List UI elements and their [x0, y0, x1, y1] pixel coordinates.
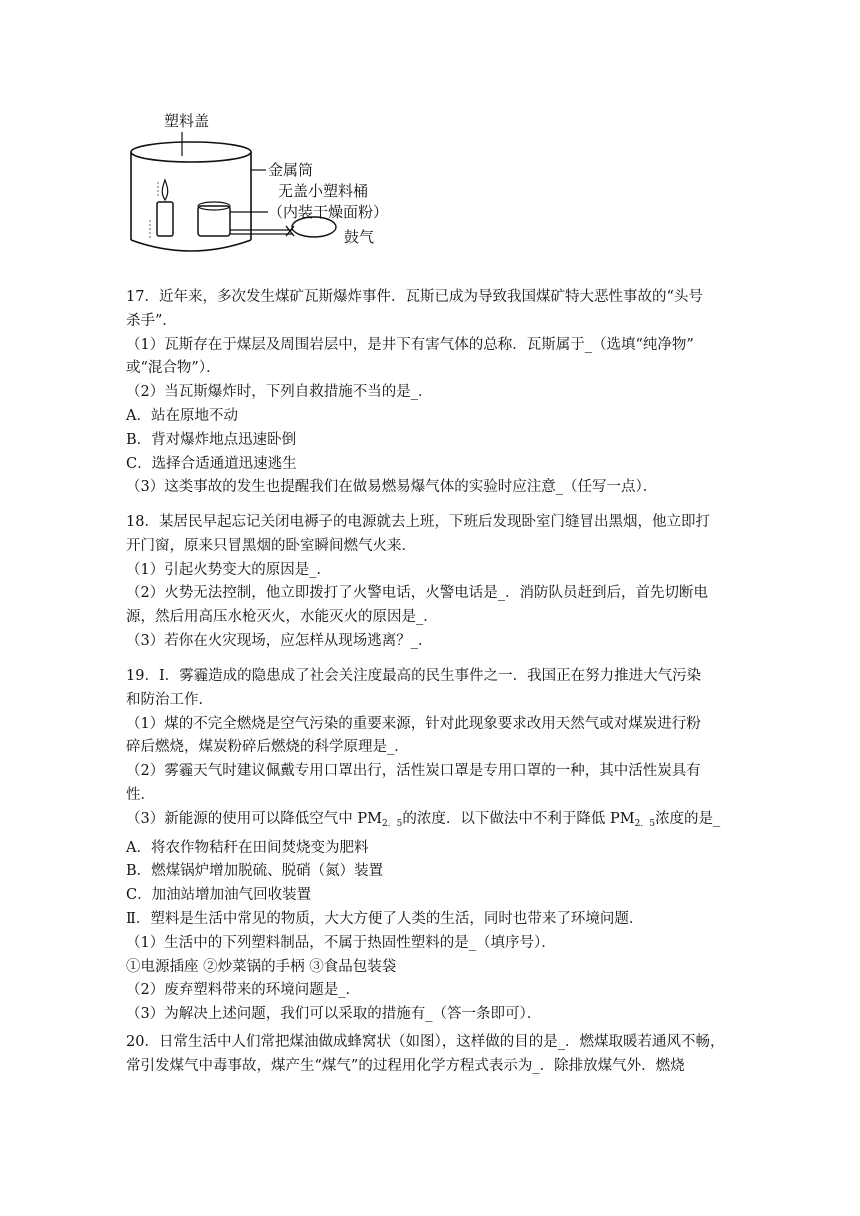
q17-option-b: B．背对爆炸地点迅速卧倒: [126, 431, 297, 448]
q17-option-c: C．选择合适通道迅速逃生: [126, 455, 297, 472]
can-top-rim: [131, 142, 251, 162]
q19-pm-text-b: 的浓度．以下做法中不利于降低 PM: [402, 810, 635, 827]
q17-line: 杀手”．: [126, 312, 177, 329]
dust-explosion-apparatus-figure: [118, 100, 418, 260]
q17-line: 或“混合物”）．: [126, 360, 221, 377]
q19-line-pm25: [126, 808, 738, 837]
question-19: [126, 665, 738, 1027]
q19-line: （2）雾霾天气时建议佩戴专用口罩出行，活性炭口罩是专用口罩的一种，其中活性炭具有: [126, 763, 701, 780]
q17-line: （2）当瓦斯爆炸时，下列自救措施不当的是_．: [126, 384, 433, 401]
q19-line: 19．Ⅰ．雾霾造成的隐患成了社会关注度最高的民生事件之一．我国正在努力推进大气污染: [126, 668, 702, 684]
q20-line: 常引发煤气中毒事故，煤产生“煤气”的过程用化学方程式表示为_．除排放煤气外．燃烧: [126, 1057, 685, 1074]
q19-line: （1）煤的不完全燃烧是空气污染的重要来源，针对此现象要求改用天然气或对煤炭进行粉: [126, 715, 701, 732]
label-blow: 鼓气: [344, 228, 375, 246]
pm-subscript: 2．5: [634, 818, 656, 829]
q18-line: 源，然后用高压水枪灭火，水能灭火的原因是_．: [126, 609, 438, 626]
label-bucket-contents: （内装干燥面粉）: [268, 203, 389, 221]
q17-line: 17．近年来，多次发生煤矿瓦斯爆炸事件．瓦斯已成为导致我国煤矿特大恶性事故的“头号: [126, 289, 703, 305]
q18-line: （3）若你在火灾现场，应怎样从现场逃离？_．: [126, 632, 433, 649]
label-lid: 塑料盖: [164, 112, 210, 130]
pm-subscript: 2．5: [381, 818, 403, 829]
q19-line: Ⅱ．塑料是生活中常见的物质，大大方便了人类的生活，同时也带来了环境问题．: [126, 910, 644, 927]
q19-pm-text-a: （3）新能源的使用可以降低空气中 PM: [126, 810, 382, 827]
q19-line: （1）生活中的下列塑料制品，不属于热固性塑料的是_（填序号）．: [126, 934, 556, 951]
label-can: 金属筒: [268, 161, 314, 179]
question-17: [126, 286, 738, 500]
label-bucket: 无盖小塑料桶: [278, 182, 369, 200]
q19-line: 碎后燃烧，煤炭粉碎后燃烧的科学原理是_．: [126, 739, 409, 756]
q19-line: ①电源插座 ②炒菜锅的手柄 ③食品包装袋: [126, 958, 397, 975]
q20-line: 20．日常生活中人们常把煤油做成蜂窝状（如图），这样做的目的是_．燃煤取暖若通风不畅，: [126, 1034, 725, 1050]
q17-option-a: A．站在原地不动: [126, 407, 238, 424]
question-18: [126, 511, 738, 654]
q17-line: （1）瓦斯存在于煤层及周围岩层中，是井下有害气体的总称．瓦斯属于_（选填“纯净物”: [126, 336, 694, 353]
q19-line: 性．: [126, 786, 155, 803]
question-20: [126, 1031, 738, 1079]
q18-line: （1）引起火势变大的原因是_．: [126, 561, 331, 578]
q18-line: 18．某居民早起忘记关闭电褥子的电源就去上班，下班后发现卧室门缝冒出黑烟，他立即打: [126, 514, 710, 530]
q18-line: 开门窗，原来只冒黑烟的卧室瞬间燃气火来．: [126, 537, 416, 554]
can-bottom-rim: [131, 240, 251, 251]
candle-flame-icon: [162, 180, 167, 200]
q19-pm-text-c: 浓度的是_: [655, 810, 721, 827]
q19-line: （3）为解决上述问题，我们可以采取的措施有_（答一条即可）．: [126, 1006, 542, 1023]
q19-line: （2）废弃塑料带来的环境问题是_．: [126, 982, 360, 999]
q19-line: 和防治工作．: [126, 691, 213, 708]
q17-line: （3）这类事故的发生也提醒我们在做易燃易爆气体的实验时应注意_（任写一点）．: [126, 479, 658, 496]
candle: [157, 202, 173, 236]
q19-option-c: C．加油站增加油气回收装置: [126, 887, 312, 904]
q19-option-a: A．将农作物秸秆在田间焚烧变为肥料: [126, 839, 369, 856]
q18-line: （2）火势无法控制，他立即拨打了火警电话，火警电话是_．消防队员赶到后，首先切断电: [126, 585, 708, 602]
q19-option-b: B．燃煤锅炉增加脱硫、脱硝（氮）装置: [126, 863, 384, 880]
